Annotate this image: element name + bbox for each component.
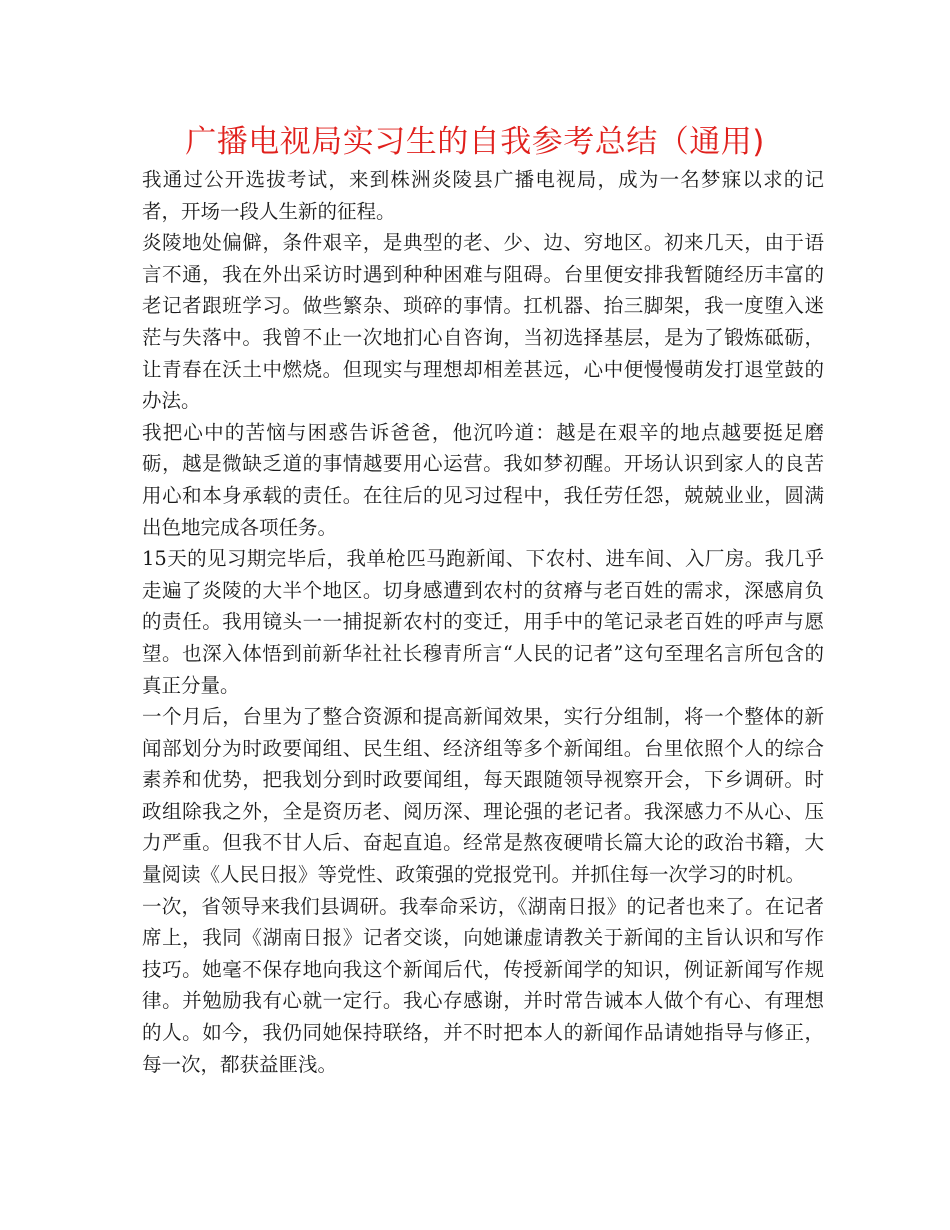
paragraph-6: 一次，省领导来我们县调研。我奉命采访，《湖南日报》的记者也来了。在记者席上，我同《湖南日报》记者交谈，向她谦虚请教关于新闻的主旨认识和写作技巧。她毫不保存地向我这个新闻后代，传授新闻学的知识，例证新闻写作规律。并勉励我有心就一定行。我心存感谢，并时常告诫本人做个有心、有理想的人。如今，我仍同她保持联络，并不时把本人的新闻作品请她指导与修正，每一次，都获益匪浅。 [142,894,824,1076]
paragraph-1: 我通过公开选拔考试，来到株洲炎陵县广播电视局，成为一名梦寐以求的记者，开场一段人生新的征程。 [142,168,824,223]
document-body [142,164,824,1080]
paragraph-5: 一个月后，台里为了整合资源和提高新闻效果，实行分组制，将一个整体的新闻部划分为时政要闻组、民生组、经济组等多个新闻组。台里依照个人的综合素养和优势，把我划分到时政要闻组，每天跟随领导视察开会，下乡调研。时政组除我之外，全是资历老、阅历深、理论强的老记者。我深感力不从心、压力严重。但我不甘人后、奋起直追。经常是熬夜硬啃长篇大论的政治书籍，大量阅读《人民日报》等党性、政策强的党报党刊。并抓住每一次学习的时机。 [142,705,824,887]
paragraph-2: 炎陵地处偏僻，条件艰辛，是典型的老、少、边、穷地区。初来几天，由于语言不通，我在外出采访时遇到种种困难与阻碍。台里便安排我暂随经历丰富的老记者跟班学习。做些繁杂、琐碎的事情。扛机器、抬三脚架，我一度堕入迷茫与失落中。我曾不止一次地扪心自咨询，当初选择基层，是为了锻炼砥砺，让青春在沃土中燃烧。但现实与理想却相差甚远，心中便慢慢萌发打退堂鼓的办法。 [142,231,824,413]
paragraph-4: 15天的见习期完毕后，我单枪匹马跑新闻、下农村、进车间、入厂房。我几乎走遍了炎陵的大半个地区。切身感遭到农村的贫瘠与老百姓的需求，深感肩负的责任。我用镜头一一捕捉新农村的变迁，用手中的笔记录老百姓的呼声与愿望。也深入体悟到前新华社社长穆青所言“人民的记者”这句至理名言所包含的真正分量。 [142,547,824,697]
document-title: 广播电视局实习生的自我参考总结（通用) [185,124,765,160]
paragraph-3: 我把心中的苦恼与困惑告诉爸爸，他沉吟道：越是在艰辛的地点越要挺足磨砺，越是微缺乏道的事情越要用心运营。我如梦初醒。开场认识到家人的良苦用心和本身承载的责任。在往后的见习过程中，我任劳任怨，兢兢业业，圆满出色地完成各项任务。 [142,420,824,539]
